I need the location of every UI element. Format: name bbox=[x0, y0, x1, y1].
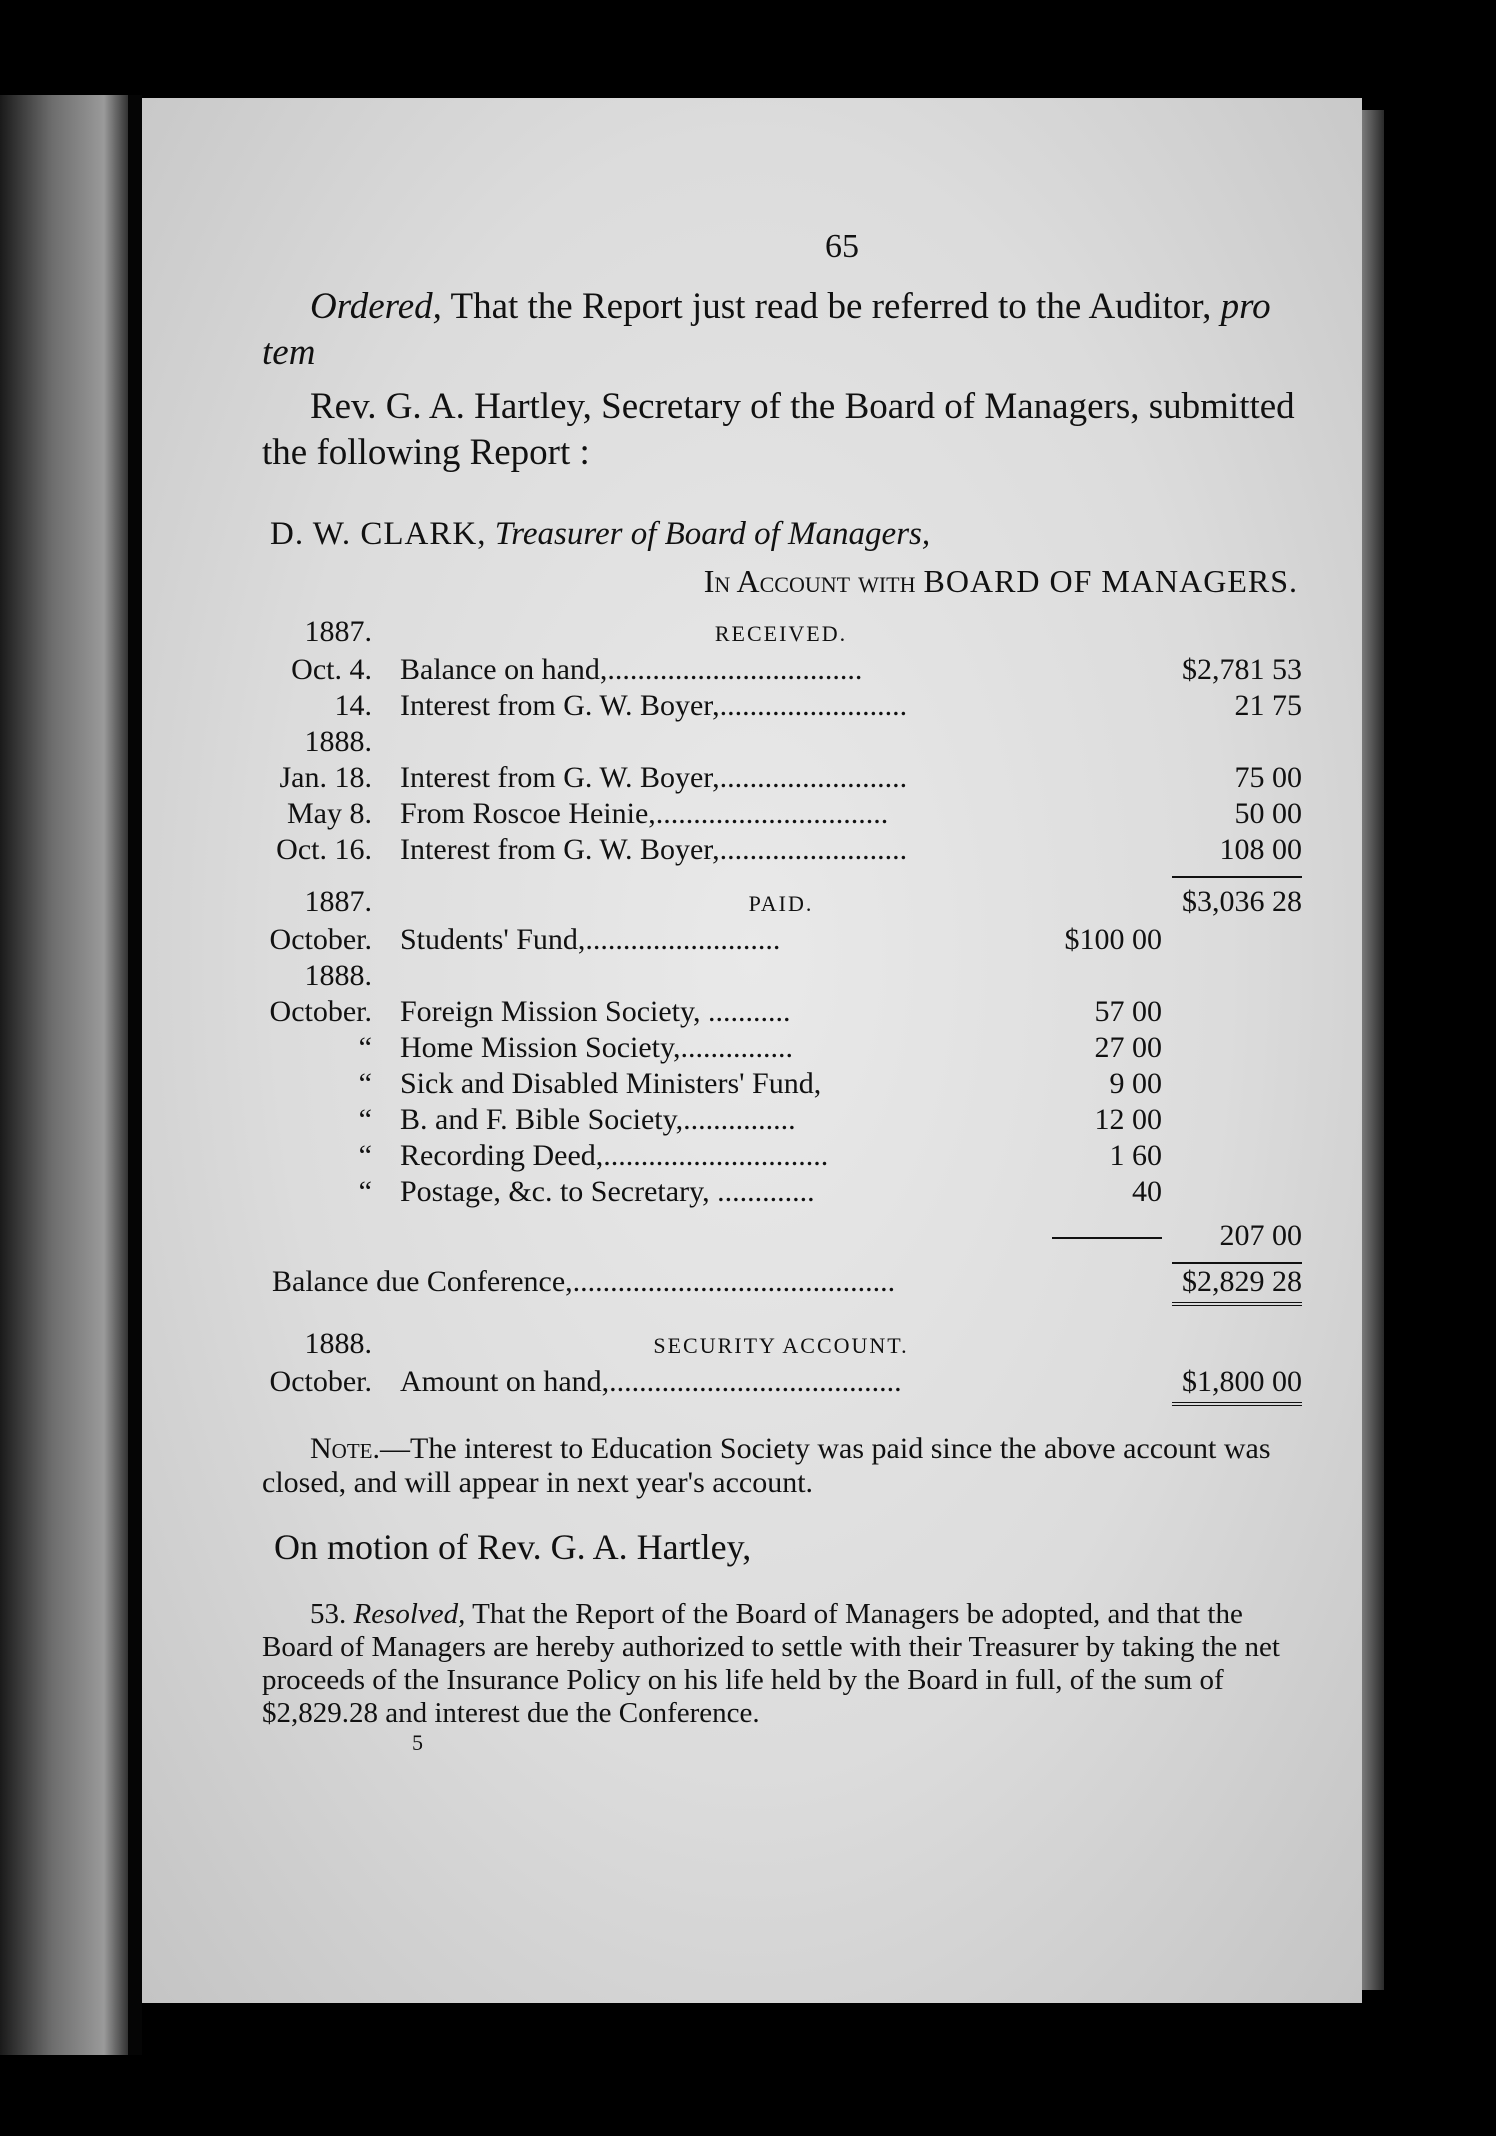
resolution-word: Resolved, bbox=[353, 1598, 466, 1630]
account-with-heading bbox=[262, 563, 1302, 600]
page-number: 65 bbox=[825, 228, 859, 265]
motion-line: On motion of Rev. G. A. Hartley, bbox=[274, 1527, 752, 1567]
paid-year: 1887. bbox=[304, 885, 372, 918]
received-title: RECEIVED. bbox=[714, 621, 848, 646]
security-date: October. bbox=[269, 1365, 372, 1398]
resolution-text: That the Report of the Board of Managers be adopted, and that the Board of Managers are hereby authorized to settle with their Treasurer by taking the net proceeds of the Insurance Policy on his life held by the Board in full, of the sum of $2,829.28 and interest due the Conference. bbox=[262, 1598, 1280, 1729]
ordered-paragraph bbox=[262, 284, 1302, 376]
page-edge-shadow bbox=[1362, 110, 1384, 1990]
security-header-row bbox=[262, 1326, 1302, 1364]
ordered-word: Ordered, bbox=[310, 286, 442, 327]
ordered-text: That the Report just read be referred to the Auditor, bbox=[450, 286, 1212, 327]
note-label: Note. bbox=[310, 1432, 380, 1465]
received-year: 1887. bbox=[304, 615, 372, 648]
balance-double-rule-row bbox=[262, 1302, 1302, 1306]
received-header-row bbox=[262, 614, 1302, 652]
paid-total-row bbox=[262, 1218, 1302, 1254]
facing-page-edge bbox=[0, 95, 130, 2055]
paid-row: “ Postage, &c. to Secretary, ............. 40 bbox=[358, 1175, 1162, 1208]
security-double-rule-row bbox=[262, 1402, 1302, 1406]
account-heading bbox=[262, 516, 1302, 553]
paid-row: October. Foreign Mission Society, ........... 57 00 bbox=[269, 995, 1162, 1028]
received-row: 14. Interest from G. W. Boyer,......................... 21 75 bbox=[334, 689, 1302, 722]
balance-label: Balance due Conference,........................................... bbox=[272, 1265, 896, 1298]
received-row: 1888. bbox=[304, 725, 372, 758]
page-content bbox=[262, 228, 1302, 1756]
paid-title: PAID. bbox=[748, 891, 814, 916]
paid-subtotal-rule bbox=[1052, 1237, 1162, 1239]
received-row: Jan. 18. Interest from G. W. Boyer,......................... 75 00 bbox=[279, 761, 1302, 794]
received-total-rule-row bbox=[262, 876, 1302, 878]
paid-row: “ Recording Deed,.............................. 1 60 bbox=[358, 1139, 1162, 1172]
paid-row: “ Home Mission Society,............... 27 00 bbox=[358, 1031, 1162, 1064]
book-gutter bbox=[128, 95, 142, 2055]
account-with-entity: BOARD OF MANAGERS. bbox=[923, 563, 1298, 599]
security-year: 1888. bbox=[304, 1327, 372, 1360]
received-total: $3,036 28 bbox=[1182, 885, 1302, 918]
received-row: Oct. 16. Interest from G. W. Boyer,......................... 108 00 bbox=[276, 833, 1302, 866]
signature-mark: 5 bbox=[412, 1730, 423, 1755]
security-double-rule bbox=[1172, 1402, 1302, 1406]
resolution-paragraph bbox=[262, 1598, 1302, 1730]
security-desc: Amount on hand,....................................... bbox=[400, 1365, 902, 1398]
treasurer-name: D. W. CLARK, bbox=[270, 516, 487, 552]
paid-header-row bbox=[262, 884, 1302, 922]
account-with-prefix: In Account with bbox=[703, 563, 916, 599]
paid-row: “ B. and F. Bible Society,............... 12 00 bbox=[358, 1103, 1162, 1136]
submission-paragraph: Rev. G. A. Hartley, Secretary of the Board of Managers, submitted the following Report : bbox=[262, 386, 1295, 473]
paid-row: 1888. bbox=[304, 959, 372, 992]
note-paragraph bbox=[262, 1432, 1302, 1500]
paid-list bbox=[262, 922, 1302, 1210]
paid-row: “ Sick and Disabled Ministers' Fund, 9 00 bbox=[358, 1067, 1162, 1100]
paid-total: 207 00 bbox=[1219, 1219, 1302, 1252]
balance-row bbox=[262, 1264, 1302, 1300]
security-row bbox=[262, 1364, 1302, 1400]
balance-double-rule bbox=[1172, 1302, 1302, 1306]
note-text: —The interest to Education Society was paid since the above account was closed, and will appear in next year's account. bbox=[262, 1432, 1271, 1499]
paid-row: October. Students' Fund,.......................... $100 00 bbox=[269, 923, 1162, 956]
received-row: May 8. From Roscoe Heinie,............................... 50 00 bbox=[287, 797, 1302, 830]
security-amount: $1,800 00 bbox=[1182, 1365, 1302, 1398]
received-list bbox=[262, 652, 1302, 868]
received-total-rule bbox=[1172, 876, 1302, 878]
book-page bbox=[142, 98, 1362, 2003]
security-title: SECURITY ACCOUNT. bbox=[653, 1333, 909, 1358]
pro-tem: pro tem bbox=[262, 286, 1271, 373]
balance-amount: $2,829 28 bbox=[1182, 1265, 1302, 1298]
resolution-number: 53. bbox=[310, 1598, 347, 1630]
treasurer-title: Treasurer of Board of Managers, bbox=[494, 516, 931, 552]
received-row: Oct. 4. Balance on hand,.................................. $2,781 53 bbox=[291, 653, 1302, 686]
